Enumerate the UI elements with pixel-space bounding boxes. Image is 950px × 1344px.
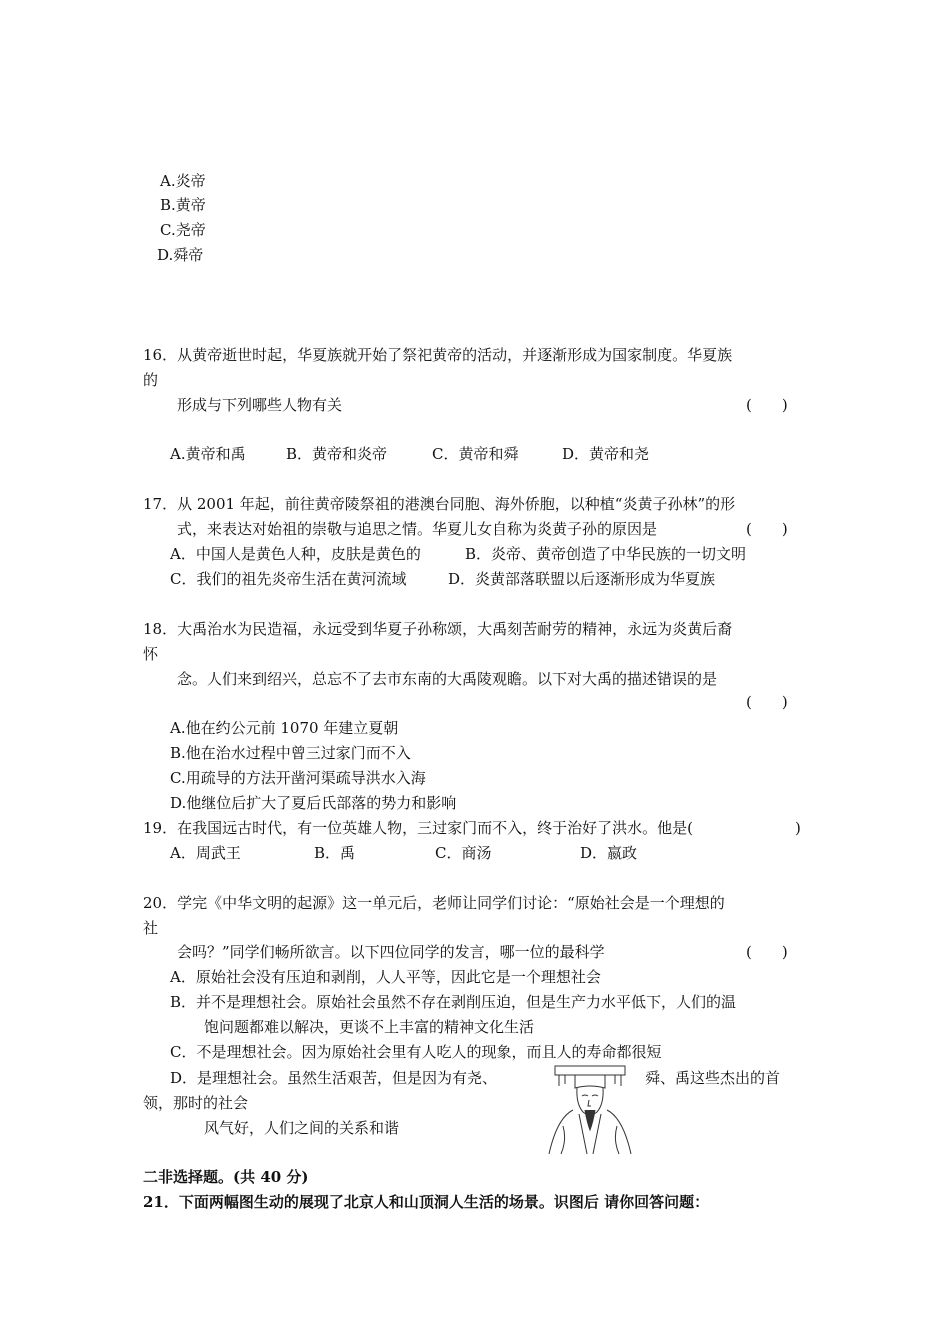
option-d: D.舜帝 [157,246,204,264]
q17-text-line2: 式，来表达对始祖的崇敬与追思之情。华夏儿女自称为炎黄子孙的原因是 [177,520,658,538]
q16-option-c: C．黄帝和舜 [432,445,519,463]
q18-answer-paren: ( ) [746,693,788,711]
q20-option-a: A．原始社会没有压迫和剥削，人人平等，因此它是一个理想社会 [170,968,601,986]
q18-option-c: C.用疏导的方法开凿河渠疏导洪水入海 [170,769,426,787]
q19-option-c: C．商汤 [435,844,492,862]
q20-text-line2: 社 [143,919,159,937]
q19-option-b: B．禹 [314,844,356,862]
q17-option-c: C．我们的祖先炎帝生活在黄河流域 [170,570,407,588]
q16-option-d: D．黄帝和尧 [562,445,650,463]
q16-answer-paren: ( ) [746,396,788,414]
q18-text-line2: 怀 [143,645,159,663]
q16-option-a: A.黄帝和禹 [170,445,246,463]
q17-option-b: B．炎帝、黄帝创造了中华民族的一切文明 [465,545,747,563]
q20-option-d-line1b: 舜、禹这些杰出的首 [645,1069,781,1087]
emperor-illustration [543,1060,637,1156]
q20-option-c: C．不是理想社会。因为原始社会里有人吃人的现象，而且人的寿命都很短 [170,1043,662,1061]
q16-option-b: B．黄帝和炎帝 [286,445,388,463]
q19-option-a: A．周武王 [170,844,241,862]
q16-text-line1: 16．从黄帝逝世时起，华夏族就开始了祭祀黄帝的活动，并逐渐形成为国家制度。华夏族 [143,346,733,364]
q18-text-line1: 18．大禹治水为民造福，永远受到华夏子孙称颂，大禹刻苦耐劳的精神，永远为炎黄后裔 [143,620,733,638]
q16-text-line2: 的 [143,371,159,389]
q17-text-line1: 17．从 2001 年起，前往黄帝陵祭祖的港澳台同胞、海外侨胞，以种植“炎黄子孙林”的形 [143,495,736,513]
q19-answer-paren-close: ) [795,819,801,837]
q20-option-b-line2: 饱问题都难以解决，更谈不上丰富的精神文化生活 [204,1018,535,1036]
q20-text-line3: 会吗？”同学们畅所欲言。以下四位同学的发言，哪一位的最科学 [177,943,605,961]
q18-text-line3: 念。人们来到绍兴，总忘不了去市东南的大禹陵观瞻。以下对大禹的描述错误的是 [177,670,718,688]
q16-text-line3: 形成与下列哪些人物有关 [177,396,343,414]
q18-option-a: A.他在约公元前 1070 年建立夏朝 [170,719,399,737]
section2-title: 二非选择题。(共 40 分) [143,1168,309,1186]
q17-option-d: D．炎黄部落联盟以后逐渐形成为华夏族 [448,570,716,588]
q21-text: 21．下面两幅图生动的展现了北京人和山顶洞人生活的场景。识图后 请你回答问题： [143,1193,710,1211]
option-a: A.炎帝 [160,172,206,190]
q20-text-line1: 20．学完《中华文明的起源》这一单元后，老师让同学们讨论：“原始社会是一个理想的 [143,894,725,912]
q18-option-b: B.他在治水过程中曾三过家门而不入 [170,744,411,762]
q17-option-a: A．中国人是黄色人种，皮肤是黄色的 [170,545,421,563]
q18-option-d: D.他继位后扩大了夏后氏部落的势力和影响 [170,794,457,812]
q20-option-d-line3: 风气好，人们之间的关系和谐 [204,1119,400,1137]
q20-option-d-line1a: D．是理想社会。虽然生活艰苦，但是因为有尧、 [170,1069,498,1087]
option-b: B.黄帝 [160,196,206,214]
q19-text-line1: 19．在我国远古时代，有一位英雄人物，三过家门而不入，终于治好了洪水。他是( [143,819,693,837]
q17-answer-paren: ( ) [746,520,788,538]
q20-option-d-line2: 领，那时的社会 [143,1094,249,1112]
q20-option-b-line1: B．并不是理想社会。原始社会虽然不存在剥削压迫，但是生产力水平低下，人们的温 [170,993,737,1011]
option-c: C.尧帝 [160,221,206,239]
q20-answer-paren: ( ) [746,943,788,961]
q19-option-d: D．嬴政 [580,844,638,862]
